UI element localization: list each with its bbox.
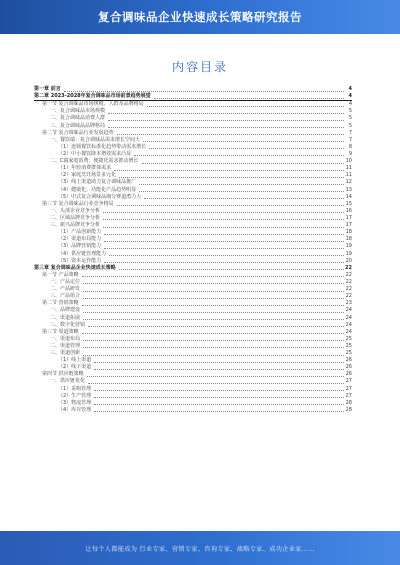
table-of-contents [34, 86, 352, 414]
toc-leader-dots [149, 148, 344, 149]
toc-leader-dots [134, 155, 344, 156]
toc-entry-title: 第二节 复合调味品行业发展趋势 [42, 129, 114, 136]
toc-leader-dots [82, 333, 344, 334]
toc-entry-title: 第三节 复合调味品行业竞争格局 [42, 200, 114, 207]
toc-entry-title: （3）线上渠道助力复合调味品推广 [58, 179, 137, 186]
toc-entry[interactable] [34, 400, 352, 407]
toc-heading: 内容目录 [171, 60, 228, 74]
toc-entry-title: （4）供应链管理能力 [58, 250, 107, 257]
toc-page-number: 27 [345, 385, 352, 392]
toc-entry[interactable] [34, 251, 352, 258]
toc-page-number: 24 [345, 321, 352, 328]
toc-leader-dots [108, 120, 344, 121]
toc-entry-title: 三、产品组合 [50, 293, 81, 300]
toc-entry[interactable] [34, 208, 352, 215]
toc-page-number: 26 [345, 357, 352, 364]
toc-entry-title: （4）健康化、功能化产品趋势明显 [58, 186, 137, 193]
toc-leader-dots [64, 91, 344, 92]
header-banner [0, 0, 400, 34]
toc-entry-title: （1）产品创新能力 [58, 229, 102, 236]
toc-entry[interactable] [34, 265, 352, 272]
toc-leader-dots [103, 227, 344, 228]
toc-entry-title: 二、渠道拓展 [50, 314, 81, 321]
toc-page-number: 17 [345, 222, 352, 229]
toc-leader-dots [88, 383, 344, 384]
toc-entry-title: 二、区域品牌竞争分析 [50, 214, 101, 221]
toc-leader-dots [104, 241, 344, 242]
toc-page-number: 5 [348, 122, 352, 129]
toc-entry-title: （2）中小餐饮降本增效需求凸显 [58, 150, 132, 157]
toc-page-number: 24 [345, 328, 352, 335]
toc-entry-title: 第二节 营销策略 [42, 300, 79, 307]
toc-entry-title: 三、数字化营销 [50, 321, 86, 328]
toc-entry-title: （1）连锁餐饮标准化趋势带动需求增长 [58, 143, 147, 150]
toc-entry[interactable] [34, 386, 352, 393]
toc-page-number: 27 [345, 378, 352, 385]
toc-leader-dots [109, 255, 344, 256]
toc-page-number: 10 [345, 158, 352, 165]
toc-page-number: 22 [345, 271, 352, 278]
toc-page-number: 28 [345, 406, 352, 413]
toc-page-number: 17 [345, 214, 352, 221]
toc-page-number: 4 [348, 101, 352, 108]
toc-leader-dots [94, 397, 344, 398]
toc-page-number: 5 [348, 115, 352, 122]
toc-entry[interactable] [34, 393, 352, 400]
toc-entry-title: 一、渠道布局 [50, 335, 81, 342]
toc-page-number: 26 [345, 371, 352, 378]
toc-leader-dots [83, 312, 344, 313]
toc-entry[interactable] [34, 115, 352, 122]
toc-entry[interactable] [34, 258, 352, 265]
toc-leader-dots [108, 127, 344, 128]
toc-page-number: 18 [345, 236, 352, 243]
toc-page-number: 16 [345, 207, 352, 214]
toc-entry[interactable] [34, 336, 352, 343]
toc-page-number: 22 [345, 286, 352, 293]
toc-leader-dots [88, 326, 344, 327]
toc-leader-dots [83, 298, 344, 299]
toc-entry[interactable] [34, 93, 352, 101]
toc-page-number: 7 [348, 136, 352, 143]
toc-entry-title: 一、供应链优化 [50, 378, 86, 385]
toc-entry[interactable] [34, 343, 352, 350]
toc-entry[interactable] [34, 378, 352, 385]
toc-leader-dots [144, 198, 344, 199]
toc-entry-title: （1）年轻消费群体需求 [58, 165, 112, 172]
toc-leader-dots [82, 276, 344, 277]
toc-page-number: 19 [345, 250, 352, 257]
toc-page-number: 7 [348, 129, 352, 136]
toc-entry[interactable] [34, 215, 352, 222]
toc-leader-dots [94, 369, 344, 370]
toc-page-number: 22 [345, 278, 352, 285]
toc-page-number: 4 [348, 86, 352, 92]
toc-entry[interactable] [34, 201, 352, 208]
toc-leader-dots [108, 113, 344, 114]
toc-entry[interactable] [34, 187, 352, 194]
toc-leader-dots [114, 170, 344, 171]
toc-entry-title: 第二章 2023-2028年复合调味品市场前景趋势展望 [34, 93, 151, 100]
toc-entry-title: 第一节 产品策略 [42, 271, 79, 278]
toc-leader-dots [154, 98, 344, 99]
toc-entry-title: （2）家庭烹饪场景多元化 [58, 172, 117, 179]
toc-entry-title: （2）线下渠道 [58, 364, 92, 371]
toc-entry-title: 三、渠道创新 [50, 350, 81, 357]
toc-entry[interactable] [34, 315, 352, 322]
toc-entry-title: 第一节 复合调味品市场规模、人群及品牌格局 [42, 101, 144, 108]
toc-page-number: 28 [345, 399, 352, 406]
toc-leader-dots [94, 362, 344, 363]
toc-page-number: 15 [345, 200, 352, 207]
toc-leader-dots [87, 376, 344, 377]
toc-leader-dots [147, 106, 344, 107]
toc-entry-title: 一、品牌建设 [50, 307, 81, 314]
toc-page-number: 14 [345, 193, 352, 200]
toc-entry[interactable] [34, 243, 352, 250]
toc-leader-dots [104, 262, 344, 263]
toc-entry-title: （2）生产管理 [58, 392, 92, 399]
toc-leader-dots [117, 134, 344, 135]
toc-entry-title: （5）资本运作能力 [58, 257, 102, 264]
toc-leader-dots [143, 141, 344, 142]
toc-entry[interactable] [34, 194, 352, 201]
toc-entry-title: 二、C端家庭消费：便捷化需求推动增长 [50, 158, 139, 165]
toc-page-number: 22 [345, 264, 352, 271]
report-title: 复合调味品企业快速成长策略研究报告 [98, 10, 302, 24]
toc-page-number: 26 [345, 364, 352, 371]
toc-page-number: 18 [345, 229, 352, 236]
toc-entry[interactable] [34, 272, 352, 279]
toc-entry[interactable] [34, 130, 352, 137]
toc-entry-title: 一、产品定位 [50, 278, 81, 285]
toc-entry-title: 二、复合调味品消费人群 [50, 115, 106, 122]
toc-leader-dots [82, 305, 344, 306]
toc-entry-title: （5）中式复合调味品细分赛道潜力大 [58, 193, 142, 200]
toc-leader-dots [139, 191, 344, 192]
toc-entry-title: 三、复合调味品品牌格局 [50, 122, 106, 129]
toc-entry-title: （3）品牌营销能力 [58, 243, 102, 250]
toc-leader-dots [117, 205, 344, 206]
toc-entry-title: 第三章 复合调味品企业快速成长策略 [34, 264, 116, 271]
toc-leader-dots [139, 184, 344, 185]
toc-page-number: 11 [345, 165, 352, 172]
toc-page-number: 19 [345, 243, 352, 250]
toc-entry[interactable] [34, 322, 352, 329]
toc-page-number: 5 [348, 108, 352, 115]
toc-entry[interactable] [34, 307, 352, 314]
toc-entry[interactable] [34, 407, 352, 414]
toc-entry-title: 第一章 前言 [34, 86, 61, 92]
toc-entry[interactable] [34, 123, 352, 130]
toc-page-number: 23 [345, 300, 352, 307]
toc-entry-title: （1）线上渠道 [58, 357, 92, 364]
toc-entry[interactable] [34, 179, 352, 186]
toc-page-number: 11 [345, 172, 352, 179]
toc-entry[interactable] [34, 279, 352, 286]
toc-leader-dots [83, 340, 344, 341]
toc-page-number: 25 [345, 335, 352, 342]
toc-entry-title: 一、复合调味品市场规模 [50, 108, 106, 115]
toc-leader-dots [103, 212, 344, 213]
toc-entry[interactable] [34, 144, 352, 151]
toc-page-number: 24 [345, 307, 352, 314]
toc-entry[interactable] [34, 300, 352, 307]
toc-leader-dots [83, 319, 344, 320]
toc-entry-title: （4）库存管理 [58, 406, 92, 413]
toc-entry[interactable] [34, 286, 352, 293]
toc-page-number: 22 [345, 293, 352, 300]
toc-page-number: 20 [345, 257, 352, 264]
footer-banner [0, 531, 400, 565]
toc-leader-dots [104, 234, 344, 235]
toc-entry-title: （1）采购管理 [58, 385, 92, 392]
toc-entry[interactable] [34, 137, 352, 144]
toc-entry-title: （2）渠道布局能力 [58, 236, 102, 243]
footer-slogan: 让每个人都能成为 行业专家、营销专家、咨询专家、战略专家、成功企业家…… [85, 546, 315, 553]
toc-entry[interactable] [34, 293, 352, 300]
toc-leader-dots [119, 177, 344, 178]
toc-page-number: 27 [345, 392, 352, 399]
toc-leader-dots [94, 411, 344, 412]
toc-leader-dots [103, 219, 344, 220]
toc-leader-dots [83, 355, 344, 356]
toc-entry-title: 三、新兴品牌竞争分析 [50, 222, 101, 229]
toc-entry-title: 二、产品研发 [50, 286, 81, 293]
toc-page-number: 9 [348, 150, 352, 157]
toc-entry-title: 第三节 渠道策略 [42, 328, 79, 335]
toc-leader-dots [83, 291, 344, 292]
toc-leader-dots [83, 347, 344, 348]
toc-entry-title: 二、渠道管理 [50, 342, 81, 349]
toc-page-number: 8 [348, 143, 352, 150]
toc-leader-dots [94, 404, 344, 405]
toc-page-number: 24 [345, 314, 352, 321]
toc-page-number: 25 [345, 350, 352, 357]
toc-page-number: 25 [345, 342, 352, 349]
toc-entry-title: 一、头部企业竞争分析 [50, 207, 101, 214]
toc-page-number: 12 [345, 179, 352, 186]
toc-entry[interactable] [34, 329, 352, 336]
toc-leader-dots [94, 390, 344, 391]
toc-page-number: 4 [348, 93, 352, 100]
toc-entry-title: （3）物流管理 [58, 399, 92, 406]
toc-leader-dots [142, 163, 344, 164]
toc-leader-dots [119, 269, 344, 270]
toc-page-number: 13 [345, 186, 352, 193]
toc-leader-dots [104, 248, 344, 249]
toc-entry-title: 一、餐饮端：复合调味品需求增长空间大 [50, 136, 141, 143]
toc-entry-title: 第四节 供应链策略 [42, 371, 84, 378]
toc-leader-dots [83, 283, 344, 284]
